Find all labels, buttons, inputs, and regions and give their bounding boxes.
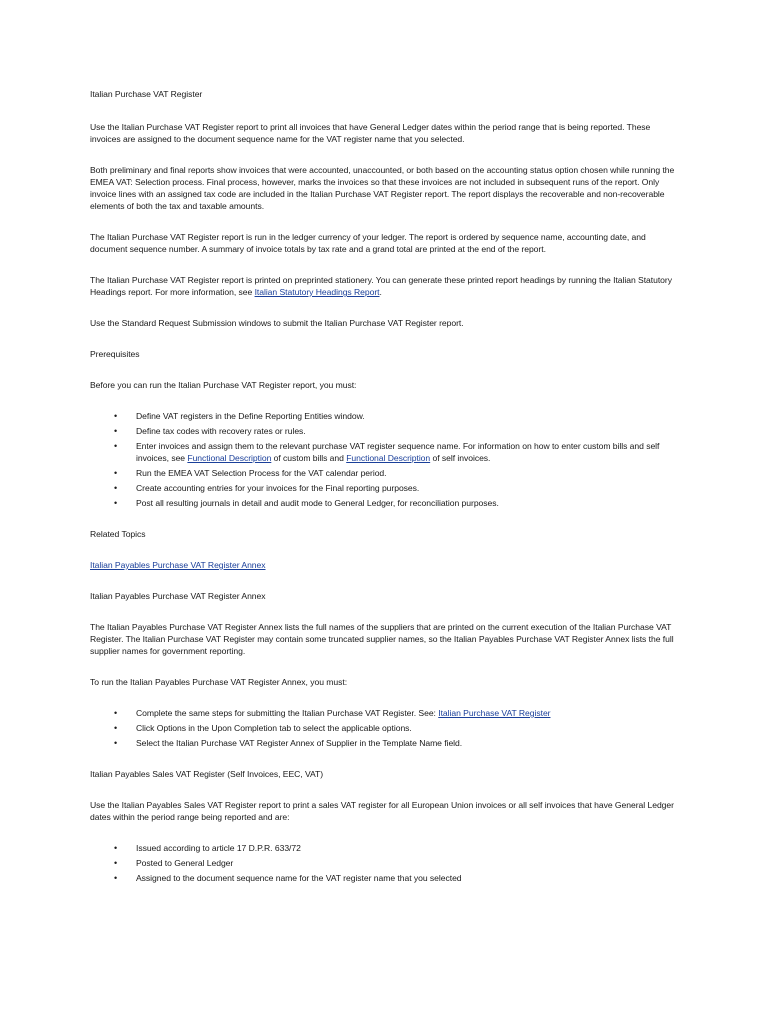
prerequisites-heading: Prerequisites <box>90 349 140 359</box>
sales-conditions-list <box>90 842 678 884</box>
list-item-text: Create accounting entries for your invoices for the Final reporting purposes. <box>136 483 420 493</box>
submission-paragraph: Use the Standard Request Submission windows to submit the Italian Purchase VAT Register report. <box>90 318 464 328</box>
list-item <box>114 872 678 884</box>
list-item <box>114 497 678 509</box>
functional-description-link-custom-bills[interactable]: Functional Description <box>187 453 272 463</box>
bullet-icon: • <box>114 843 118 853</box>
bullet-icon: • <box>114 483 118 493</box>
related-topics-heading: Related Topics <box>90 529 146 539</box>
annex-steps-list <box>90 707 678 749</box>
functional-description-link-self-invoices[interactable]: Functional Description <box>346 453 431 463</box>
bullet-icon: • <box>114 441 118 451</box>
bullet-icon: • <box>114 498 118 508</box>
annex-heading: Italian Payables Purchase VAT Register Annex <box>90 591 266 601</box>
list-item <box>114 722 678 734</box>
stationery-paragraph <box>90 274 678 298</box>
list-item <box>114 857 678 869</box>
stationery-end: . <box>379 287 382 297</box>
bullet-icon: • <box>114 468 118 478</box>
list-item <box>114 467 678 479</box>
sales-register-heading: Italian Payables Sales VAT Register (Self Invoices, EEC, VAT) <box>90 769 324 779</box>
document-title: Italian Purchase VAT Register <box>90 89 203 99</box>
list-item-text: Select the Italian Purchase VAT Register Annex of Supplier in the Template Name field. <box>136 738 463 748</box>
bullet-icon: • <box>114 858 118 868</box>
list-item <box>114 425 678 437</box>
statutory-headings-link[interactable]: Italian Statutory Headings Report <box>254 287 380 297</box>
bullet-icon: • <box>114 723 118 733</box>
list-item-text: Assigned to the document sequence name for the VAT register name that you selected <box>136 873 462 883</box>
bullet-icon: • <box>114 873 118 883</box>
list-item-text: Click Options in the Upon Completion tab to select the applicable options. <box>136 723 412 733</box>
stationery-text: The Italian Purchase VAT Register report is printed on preprinted stationery. You can generate these printed report headings by running the Italian Statutory Headings report. For more information, see <box>90 275 672 297</box>
intro-paragraph: Use the Italian Purchase VAT Register report to print all invoices that have General Ledger dates within the period range that is being reported. These invoices are assigned to the document sequence name for the VAT register name that you selected. <box>90 122 651 144</box>
list-item <box>114 482 678 494</box>
list-item <box>114 707 678 719</box>
list-item <box>114 410 678 422</box>
list-item <box>114 842 678 854</box>
currency-paragraph: The Italian Purchase VAT Register report is run in the ledger currency of your ledger. The report is ordered by sequence name, accounting date, and document sequence number. A summary of invoice totals by tax rate and a grand total are printed at the end of the report. <box>90 232 646 254</box>
annex-paragraph: The Italian Payables Purchase VAT Register Annex lists the full names of the suppliers that are printed on the current execution of the Italian Purchase VAT Register. The Italian Purchase VAT Register may contain some truncated supplier names, so the Italian Payables Purchase VAT Register Annex lists the full supplier names for government reporting. <box>90 622 674 656</box>
annex-link[interactable]: Italian Payables Purchase VAT Register Annex <box>90 560 266 570</box>
list-item-text: Posted to General Ledger <box>136 858 234 868</box>
sales-register-paragraph: Use the Italian Payables Sales VAT Register report to print a sales VAT register for all European Union invoices or all self invoices that have General Ledger dates within the period range being reported and are: <box>90 800 674 822</box>
list-item-text: Issued according to article 17 D.P.R. 633/72 <box>136 843 301 853</box>
purchase-vat-register-link[interactable]: Italian Purchase VAT Register <box>438 708 551 718</box>
list-item-text: Run the EMEA VAT Selection Process for the VAT calendar period. <box>136 468 387 478</box>
bullet-icon: • <box>114 738 118 748</box>
list-item-text: Define tax codes with recovery rates or rules. <box>136 426 306 436</box>
list-item-text: of custom bills and <box>271 453 347 463</box>
list-item <box>114 440 678 464</box>
bullet-icon: • <box>114 426 118 436</box>
prerequisites-list <box>90 410 678 509</box>
list-item-text: of self invoices. <box>430 453 491 463</box>
report-types-paragraph: Both preliminary and final reports show invoices that were accounted, unaccounted, or both based on the accounting status option chosen while running the EMEA VAT: Selection process. Final process, however, marks the invoices so that these invoices are not included in subsequent runs of the report. Only invoice lines with an assigned tax code are included in the Italian Purchase VAT Register report. The report displays the recoverable and non-recoverable elements of both the tax and taxable amounts. <box>90 165 675 211</box>
annex-intro: To run the Italian Payables Purchase VAT Register Annex, you must: <box>90 677 348 687</box>
list-item-text: Define VAT registers in the Define Reporting Entities window. <box>136 411 365 421</box>
list-item-text: Complete the same steps for submitting the Italian Purchase VAT Register. See: <box>136 708 439 718</box>
related-topics-item <box>90 559 678 571</box>
list-item-text: Post all resulting journals in detail and audit mode to General Ledger, for reconciliation purposes. <box>136 498 499 508</box>
list-item <box>114 737 678 749</box>
list-item-text: Enter invoices and assign them to the relevant purchase VAT register sequence name. For information on how to enter custom bills and self invoices, see <box>136 441 660 463</box>
prerequisites-intro: Before you can run the Italian Purchase VAT Register report, you must: <box>90 380 357 390</box>
bullet-icon: • <box>114 411 118 421</box>
bullet-icon: • <box>114 708 118 718</box>
